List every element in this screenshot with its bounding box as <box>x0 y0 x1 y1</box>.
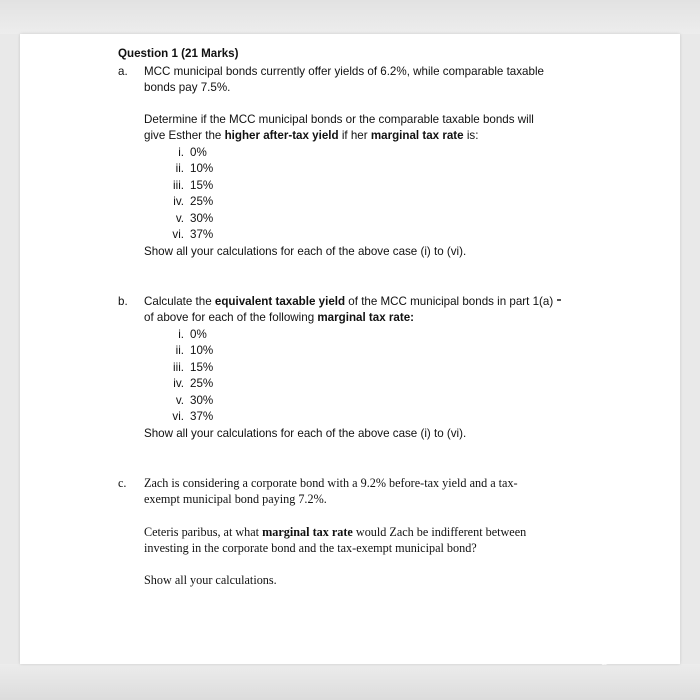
watermark-logo: Photogrid <box>558 650 633 666</box>
prompt-text: is: <box>463 129 479 142</box>
list-numeral: ii. <box>175 344 184 357</box>
question-title: Question 1 (21 Marks) <box>118 47 239 60</box>
part-a-show-work: Show all your calculations for each of the above case (i) to (vi). <box>144 245 467 258</box>
part-a-prompt-line1: Determine if the MCC municipal bonds or the comparable taxable bonds will <box>144 113 534 126</box>
list-item: 0% <box>190 146 207 159</box>
prompt-bold-marginal-tax-rate: marginal tax rate <box>262 525 353 539</box>
list-numeral: i. <box>178 328 184 341</box>
list-numeral: vi. <box>172 228 184 241</box>
list-numeral: v. <box>175 212 184 225</box>
part-b-show-work: Show all your calculations for each of the above case (i) to (vi). <box>144 427 467 440</box>
part-c-show-work: Show all your calculations. <box>144 573 277 587</box>
part-b-line2 <box>144 310 414 327</box>
list-item: 10% <box>190 344 214 357</box>
list-item: 25% <box>190 377 214 390</box>
prompt-bold-equivalent-taxable-yield: equivalent taxable yield <box>214 295 346 308</box>
top-border <box>0 0 700 34</box>
part-c-line1: Zach is considering a corporate bond with a 9.2% before-tax yield and a tax- <box>144 476 518 490</box>
part-c-question-line1 <box>144 524 526 541</box>
part-a-prompt-line2 <box>144 128 478 145</box>
part-a-line1: MCC municipal bonds currently offer yields of 6.2%, while comparable taxable <box>144 65 544 78</box>
list-numeral: i. <box>178 146 184 159</box>
prompt-text: Ceteris paribus, at what <box>144 525 263 539</box>
document-page <box>20 34 680 664</box>
stray-mark <box>557 299 561 301</box>
list-item: 37% <box>190 410 214 423</box>
left-border <box>0 34 20 664</box>
part-b-label: b. <box>118 295 128 308</box>
prompt-text: if her <box>338 129 371 142</box>
right-border <box>680 34 700 664</box>
prompt-bold-after-tax-yield: higher after-tax yield <box>224 129 339 142</box>
prompt-text: give Esther the <box>144 129 225 142</box>
prompt-text: of the MCC municipal bonds in part 1(a) <box>345 295 554 308</box>
list-numeral: iii. <box>173 361 184 374</box>
list-item: 10% <box>190 162 214 175</box>
list-item: 0% <box>190 328 207 341</box>
prompt-bold-marginal-tax-rate: marginal tax rate <box>370 129 464 142</box>
part-c-label: c. <box>118 476 127 490</box>
list-numeral: iii. <box>173 179 184 192</box>
list-item: 37% <box>190 228 214 241</box>
part-a-label: a. <box>118 65 128 78</box>
prompt-text: would Zach be indifferent between <box>352 525 527 539</box>
part-c-line2: exempt municipal bond paying 7.2%. <box>144 492 327 506</box>
prompt-bold-marginal-tax-rate: marginal tax rate: <box>317 311 415 324</box>
part-a-line2: bonds pay 7.5%. <box>144 81 231 94</box>
list-numeral: iv. <box>173 377 184 390</box>
list-numeral: ii. <box>175 162 184 175</box>
prompt-text: of above for each of the following <box>144 311 318 324</box>
part-c-question-line2: investing in the corporate bond and the tax-exempt municipal bond? <box>144 541 477 555</box>
list-numeral: iv. <box>173 195 184 208</box>
list-item: 25% <box>190 195 214 208</box>
list-item: 30% <box>190 394 214 407</box>
list-item: 15% <box>190 179 214 192</box>
list-numeral: v. <box>175 394 184 407</box>
list-numeral: vi. <box>172 410 184 423</box>
bottom-border <box>0 664 700 700</box>
list-item: 30% <box>190 212 214 225</box>
prompt-text: Calculate the <box>144 295 215 308</box>
part-b-line1 <box>144 294 553 311</box>
list-item: 15% <box>190 361 214 374</box>
